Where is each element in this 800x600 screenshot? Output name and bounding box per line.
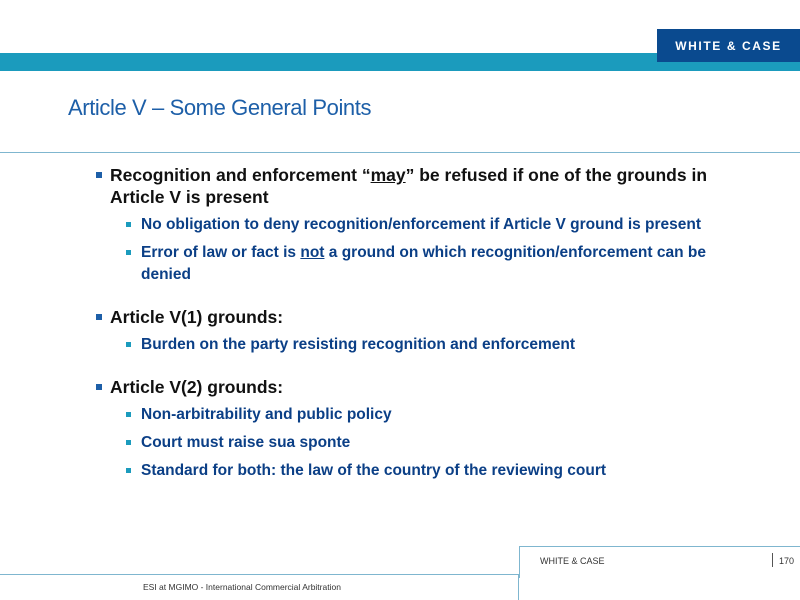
subitem-text: Standard for both: the law of the country of the reviewing court [141, 462, 607, 479]
slide-title: Article V – Some General Points [68, 95, 372, 120]
square-bullet-icon [126, 412, 131, 417]
square-bullet-icon [96, 384, 102, 390]
subitem-text: Burden on the party resisting recognition and enforcement [141, 336, 576, 353]
bullet-text: ” be refused if one of the grounds in Article V is present [110, 165, 708, 207]
subitem-text: No obligation to deny recognition/enforcement if Article V ground is present [141, 216, 702, 233]
subitem-text: Court must raise sua sponte [141, 434, 351, 451]
square-bullet-icon [126, 440, 131, 445]
subitem-text: Error of law or fact is [141, 244, 301, 261]
footer-firm-name: WHITE & CASE [540, 556, 605, 566]
bullet-item-recognition [96, 164, 746, 208]
footer-separator [772, 553, 773, 567]
page-number: 170 [779, 556, 795, 566]
logo-text: WHITE & CASE [675, 38, 782, 53]
square-bullet-icon [126, 250, 131, 255]
square-bullet-icon [126, 342, 131, 347]
subitem-text: a ground on which recognition/enforcement can be denied [141, 244, 706, 283]
square-bullet-icon [126, 222, 131, 227]
emphasis-not: not [300, 244, 325, 261]
square-bullet-icon [96, 172, 102, 178]
bullet-text: Recognition and enforcement “ [110, 165, 371, 185]
square-bullet-icon [96, 314, 102, 320]
subitem-sua-sponte [126, 432, 746, 454]
subitem-no-obligation [126, 214, 746, 236]
subitem-non-arbitrability [126, 404, 746, 426]
subitem-standard [126, 460, 746, 482]
emphasis-may: may [370, 165, 406, 185]
bullet-item-article-v2 [96, 376, 746, 398]
company-logo [657, 29, 800, 62]
subitem-text: Non-arbitrability and public policy [141, 406, 392, 423]
bullet-text: Article V(1) grounds: [110, 307, 284, 327]
title-divider [0, 152, 800, 153]
square-bullet-icon [126, 468, 131, 473]
slide-content [96, 164, 746, 482]
subitem-burden [126, 334, 746, 356]
bullet-text: Article V(2) grounds: [110, 377, 284, 397]
subitem-error-of-law [126, 242, 746, 286]
footer-course-title: ESI at MGIMO - International Commercial Arbitration [143, 582, 341, 592]
bullet-item-article-v1 [96, 306, 746, 328]
